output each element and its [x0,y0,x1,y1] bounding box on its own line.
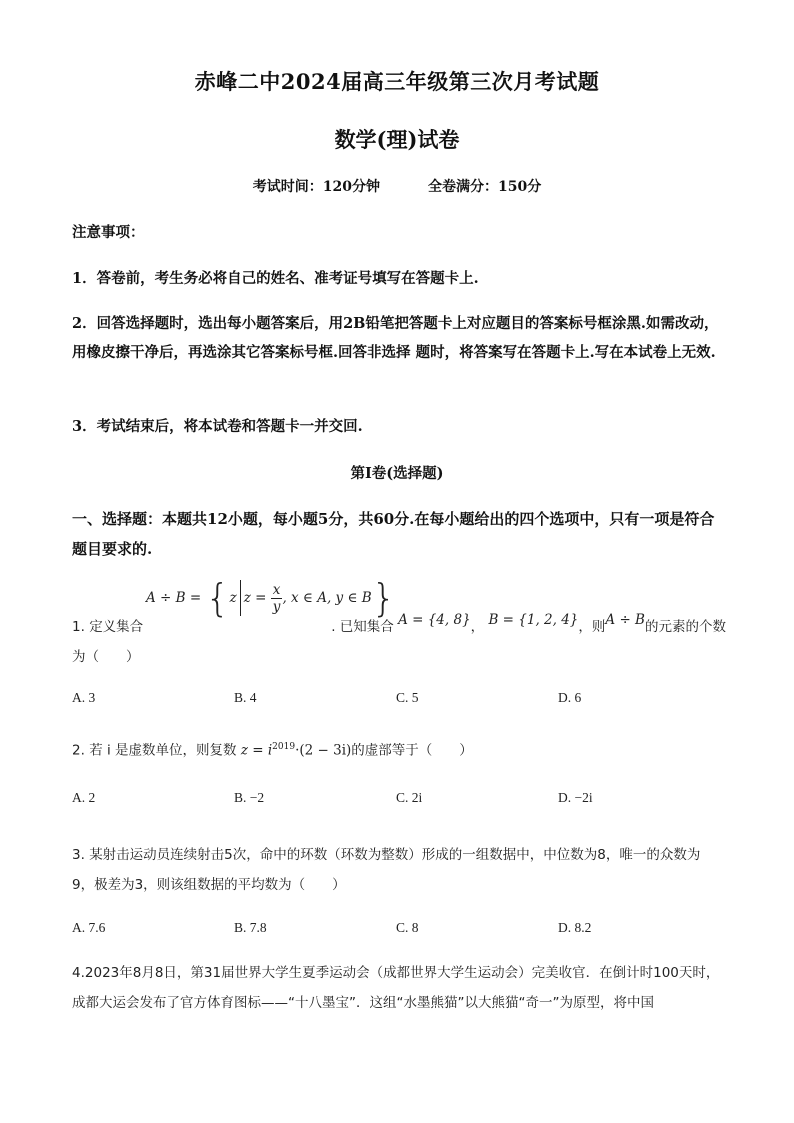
expr-tail: ·(2 − 3i) [295,742,352,759]
frac-num: x [271,582,283,599]
question-text: . 已知集合 [331,619,394,635]
set-cond-left: z = [243,590,267,606]
option-c: C. 5 [396,690,419,705]
note-item-3: 3．考试结束后，将本试卷和答题卡一并交回. [72,418,363,435]
question-text: 的元素的个数为（ ） [72,619,726,665]
expr: A ÷ B [605,612,645,628]
option-c: C. 8 [396,920,419,935]
right-brace: } [371,576,396,620]
exam-subtitle: 数学(理)试卷 [334,127,460,152]
option-b: B. 4 [234,690,257,705]
separator: ， [470,619,485,635]
exam-meta [0,176,794,196]
question-text: 定义集合 [89,619,144,635]
note-item-1: 1．答卷前，考生务必将自己的姓名、准考证号填写在答题卡上. [72,270,479,287]
set-a: A = {4, 8} [398,612,471,628]
note-item-2: 2．回答选择题时，选出每小题答案后，用2B铅笔把答题卡上对应题目的答案标号框涂黑.如需改动，用橡皮擦干净后，再选涂其它答案标号框.回答非选择 题时，将答案写在答题卡上.写在本试卷上无效. [72,315,719,361]
option-d: D. 6 [558,690,582,705]
full-score: 全卷满分：150分 [428,179,542,195]
expr-exp: 2019 [272,742,296,752]
option-d: D. 8.2 [558,920,592,935]
set-cond-right: , x ∈ A, y ∈ B [282,590,372,606]
question-1-line-1 [72,612,732,672]
notes-heading: 注意事项： [72,224,145,241]
option-a: A. 7.6 [72,920,106,935]
left-brace: { [205,576,230,620]
set-b: B = {1, 2, 4} [488,612,579,628]
question-3-options [72,920,732,940]
question-4 [72,958,722,1018]
question-1-options [72,690,732,710]
option-b: B. 7.8 [234,920,267,935]
question-2 [72,732,732,766]
fraction [271,582,283,615]
option-a: A. 2 [72,790,96,805]
question-2-options [72,790,732,810]
question-number: 3. [72,847,85,863]
expr-base: z = i [240,742,273,759]
option-d: D. −2i [558,790,593,805]
section-title: 第Ⅰ卷(选择题) [350,465,444,482]
frac-den: y [272,598,281,615]
exam-title: 赤峰二中2024届高三年级第三次月考试题 [194,69,600,94]
option-b: B. −2 [234,790,265,805]
set-bar [240,580,241,616]
option-c: C. 2i [396,790,423,805]
option-a: A. 3 [72,690,96,705]
question-text: 若 i 是虚数单位，则复数 [89,742,237,759]
question-text: 2023年8月8日，第31届世界大学生夏季运动会（成都世界大学生运动会）完美收官．在倒计时100天时，成都大运会发布了官方体育图标——“十八墨宝”．这组“水墨熊猫”以大熊猫“奇一”为原型，将中国 [72,965,720,1011]
exam-time: 考试时间：120分钟 [252,179,380,195]
question-text: 某射击运动员连续射击5次，命中的环数（环数为整数）形成的一组数据中，中位数为8，唯一的众数为9，极差为3，则该组数据的平均数为（ ） [72,847,701,893]
question-3 [72,840,722,900]
question-number: 1. [72,619,85,635]
set-var: z [229,590,237,606]
set-def-left: A ÷ B = [146,590,202,606]
question-number: 2. [72,742,85,759]
question-number: 4. [72,965,85,981]
section-instruction: 一、选择题：本题共12小题，每小题5分，共60分.在每小题给出的四个选项中，只有一项是符合题目要求的. [72,510,715,558]
question-text: 的虚部等于（ ） [351,742,473,759]
question-text: ，则 [578,619,606,635]
